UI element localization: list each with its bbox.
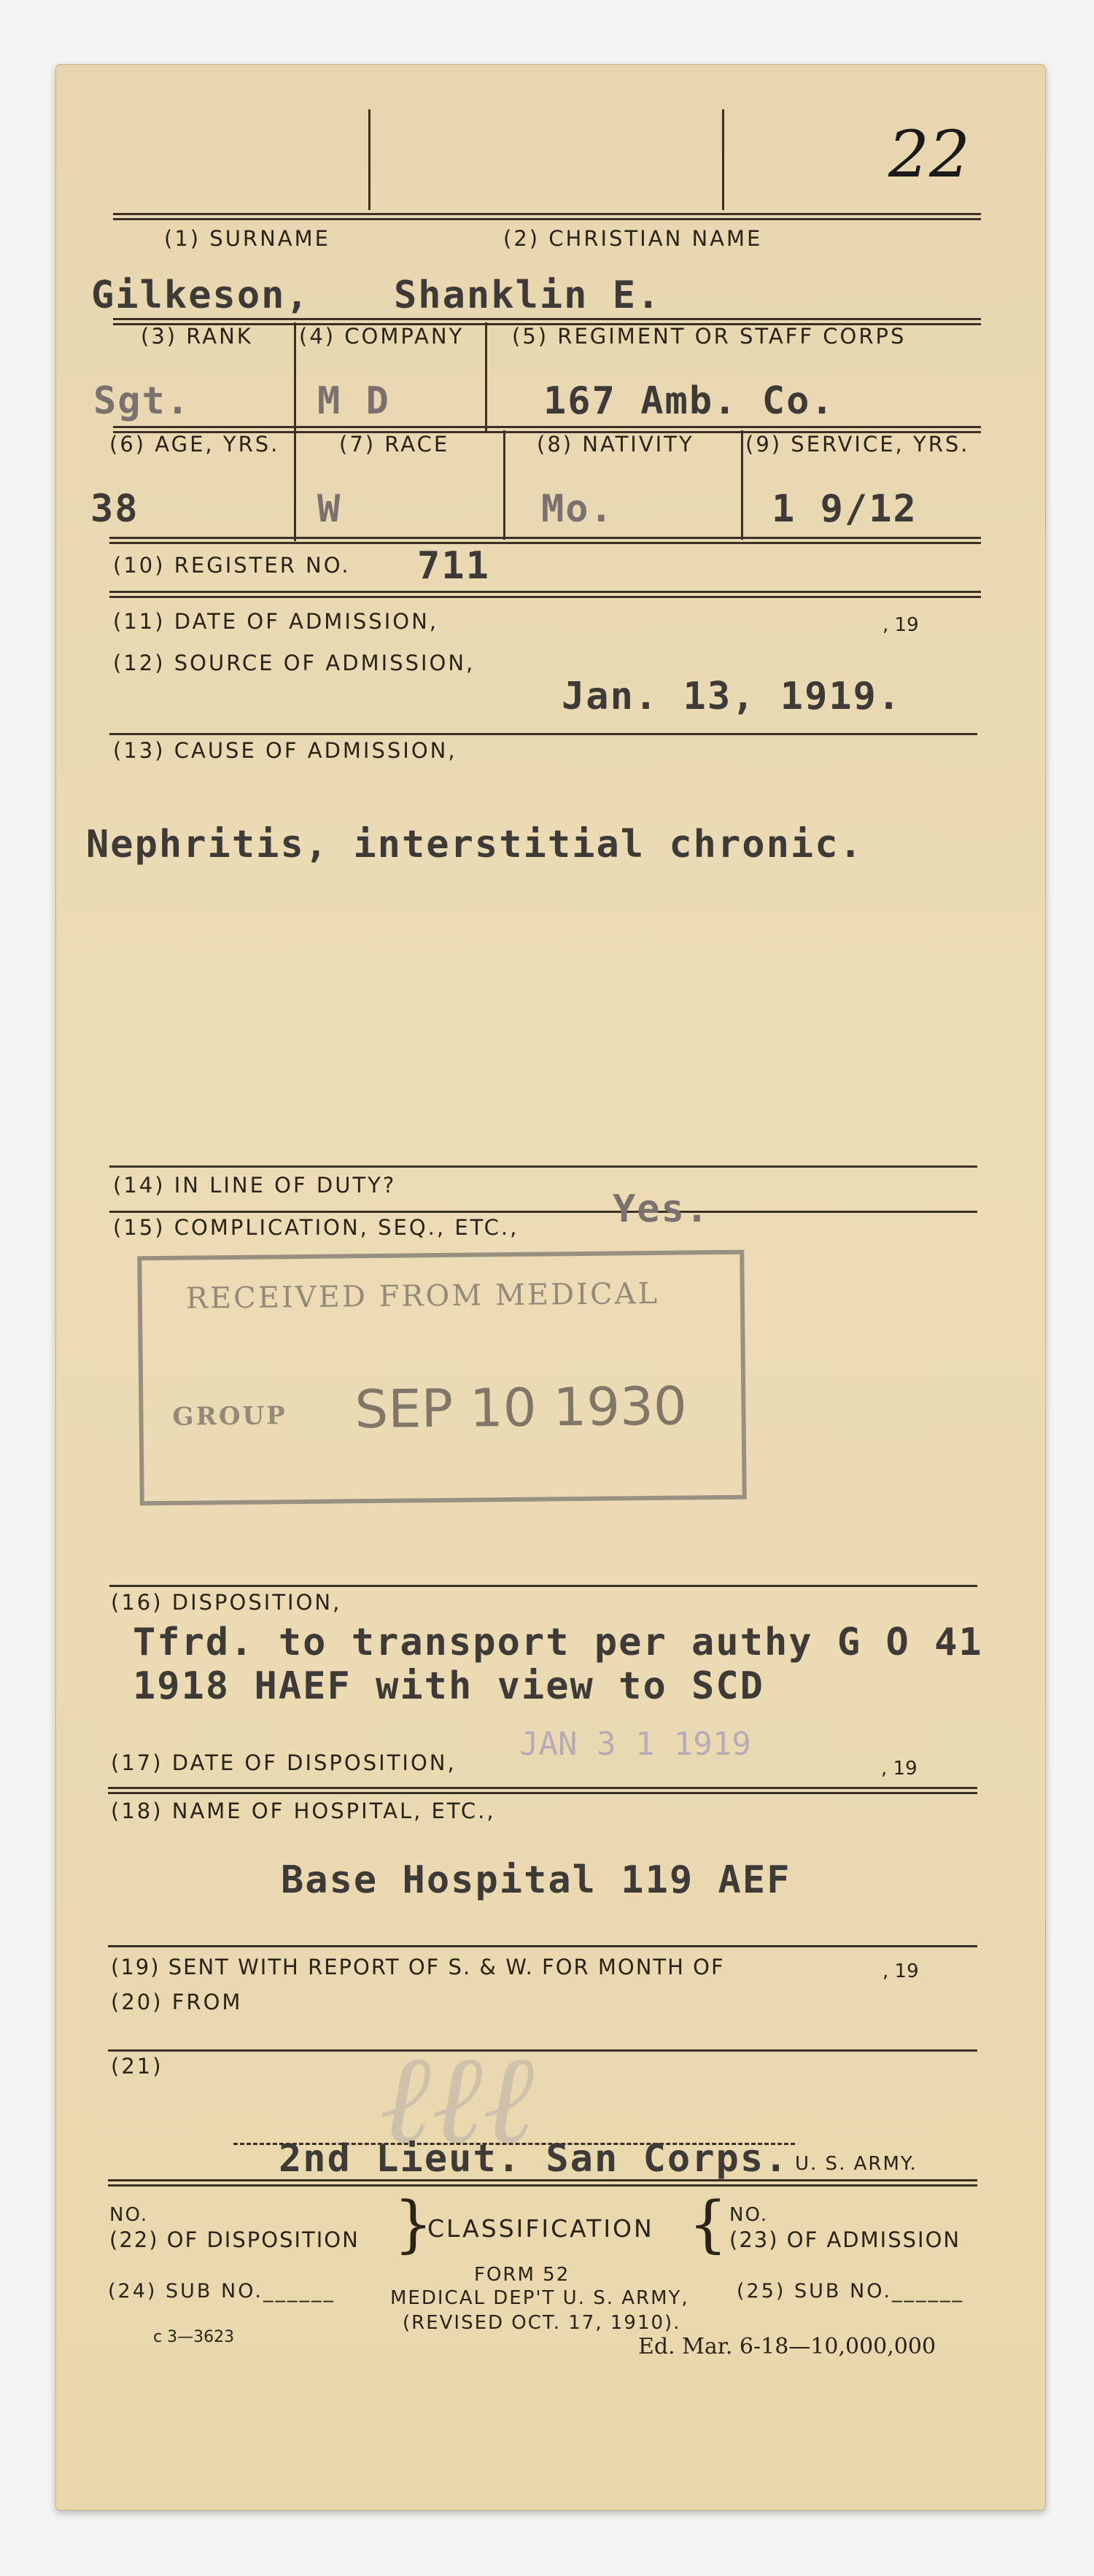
label-date-of-disposition: (17) DATE OF DISPOSITION, bbox=[111, 1750, 457, 1775]
value-regiment: 167 Amb. Co. bbox=[543, 379, 835, 423]
label-disposition: (16) DISPOSITION, bbox=[111, 1590, 342, 1615]
value-nativity: Mo. bbox=[541, 487, 614, 531]
value-service: 1 9/12 bbox=[772, 487, 918, 531]
value-hospital: Base Hospital 119 AEF bbox=[281, 1858, 791, 1902]
rule-register bbox=[109, 591, 981, 598]
label-company: (4) COMPANY bbox=[299, 324, 465, 349]
label-date-of-admission: (11) DATE OF ADMISSION, bbox=[113, 609, 438, 634]
value-disposition-line1: Tfrd. to transport per authy G O 41 bbox=[133, 1621, 983, 1664]
label-classification: CLASSIFICATION bbox=[427, 2214, 654, 2243]
label-sub-no-24: (24) SUB NO.______ bbox=[108, 2280, 335, 2303]
label-age: (6) AGE, YRS. bbox=[109, 432, 280, 457]
label-nativity: (8) NATIVITY bbox=[537, 432, 694, 457]
label-christian-name: (2) CHRISTIAN NAME bbox=[503, 226, 763, 251]
signature-mark: ℓℓℓ bbox=[379, 2028, 535, 2172]
rule-stamp bbox=[109, 1585, 977, 1587]
rule-age bbox=[109, 537, 981, 544]
label-rank: (3) RANK bbox=[141, 324, 253, 349]
edition-note: Ed. Mar. 6-18—10,000,000 bbox=[638, 2334, 936, 2359]
rule-signature bbox=[108, 2179, 977, 2187]
label-service: (9) SERVICE, YRS. bbox=[745, 432, 970, 457]
label-us-army: U. S. ARMY. bbox=[795, 2153, 918, 2175]
year-suffix-report: , 19 bbox=[882, 1960, 919, 1982]
label-sub-no-25: (25) SUB NO.______ bbox=[737, 2280, 964, 2303]
header-divider-1 bbox=[368, 109, 371, 210]
label-race: (7) RACE bbox=[339, 432, 450, 457]
value-surname: Gilkeson, bbox=[91, 273, 310, 317]
received-stamp bbox=[137, 1250, 747, 1506]
label-no-admission-bottom: (23) OF ADMISSION bbox=[729, 2227, 961, 2252]
rule-header bbox=[113, 213, 981, 220]
divider-company-regiment bbox=[485, 322, 487, 432]
rule-from bbox=[108, 2049, 977, 2052]
label-no-disposition-bottom: (22) OF DISPOSITION bbox=[109, 2227, 360, 2252]
rule-disposition bbox=[108, 1787, 977, 1794]
value-disposition-date: JAN 3 1 1919 bbox=[519, 1726, 751, 1763]
stamp-group-label: GROUP bbox=[172, 1401, 287, 1432]
label-line-of-duty: (14) IN LINE OF DUTY? bbox=[113, 1173, 397, 1198]
brace-right: { bbox=[688, 2188, 728, 2259]
page-number: 22 bbox=[888, 117, 970, 192]
divider-nativity-service bbox=[741, 430, 743, 540]
year-suffix-admission: , 19 bbox=[882, 614, 919, 636]
header-divider-2 bbox=[722, 109, 724, 210]
label-register-no: (10) REGISTER NO. bbox=[113, 553, 351, 578]
rule-line-of-duty bbox=[109, 1211, 977, 1213]
label-source-of-admission: (12) SOURCE OF ADMISSION, bbox=[113, 651, 476, 675]
value-rank: Sgt. bbox=[93, 379, 191, 423]
label-no-admission-top: NO. bbox=[729, 2204, 769, 2226]
value-company: M D bbox=[317, 379, 390, 423]
rule-cause bbox=[109, 1165, 977, 1168]
label-from: (20) FROM bbox=[111, 1990, 243, 2014]
label-no-disposition-top: NO. bbox=[109, 2204, 149, 2226]
form-number: FORM 52 bbox=[474, 2264, 570, 2286]
label-regiment: (5) REGIMENT OR STAFF CORPS bbox=[512, 324, 907, 349]
label-complication: (15) COMPLICATION, SEQ., ETC., bbox=[113, 1215, 519, 1240]
value-cause: Nephritis, interstitial chronic. bbox=[86, 823, 864, 866]
label-surname: (1) SURNAME bbox=[164, 226, 330, 251]
label-sent-with-report: (19) SENT WITH REPORT OF S. & W. FOR MONTH OF bbox=[111, 1955, 725, 1979]
rule-source bbox=[109, 733, 977, 735]
form-revised: (REVISED OCT. 17, 1910). bbox=[403, 2312, 681, 2334]
year-suffix-disposition: , 19 bbox=[881, 1758, 918, 1780]
label-name-of-hospital: (18) NAME OF HOSPITAL, ETC., bbox=[111, 1799, 496, 1823]
value-admission-date: Jan. 13, 1919. bbox=[562, 675, 902, 718]
brace-left: } bbox=[394, 2188, 433, 2259]
label-field-21: (21) bbox=[111, 2054, 163, 2079]
value-age: 38 bbox=[90, 487, 139, 531]
stamp-line1: RECEIVED FROM MEDICAL bbox=[185, 1276, 660, 1316]
value-disposition-line2: 1918 HAEF with view to SCD bbox=[133, 1664, 764, 1708]
divider-race-nativity bbox=[503, 430, 505, 540]
value-race: W bbox=[317, 487, 342, 531]
value-officer: 2nd Lieut. San Corps. bbox=[279, 2137, 789, 2181]
value-register-no: 711 bbox=[417, 544, 490, 588]
print-code: c 3—3623 bbox=[153, 2328, 235, 2346]
stamp-date: SEP 10 1930 bbox=[354, 1375, 688, 1440]
label-cause-of-admission: (13) CAUSE OF ADMISSION, bbox=[113, 738, 457, 763]
value-christian-name: Shanklin E. bbox=[394, 273, 662, 317]
form-department: MEDICAL DEP'T U. S. ARMY, bbox=[390, 2287, 689, 2309]
rule-hospital bbox=[108, 1945, 977, 1947]
value-line-of-duty: Yes. bbox=[613, 1187, 710, 1231]
